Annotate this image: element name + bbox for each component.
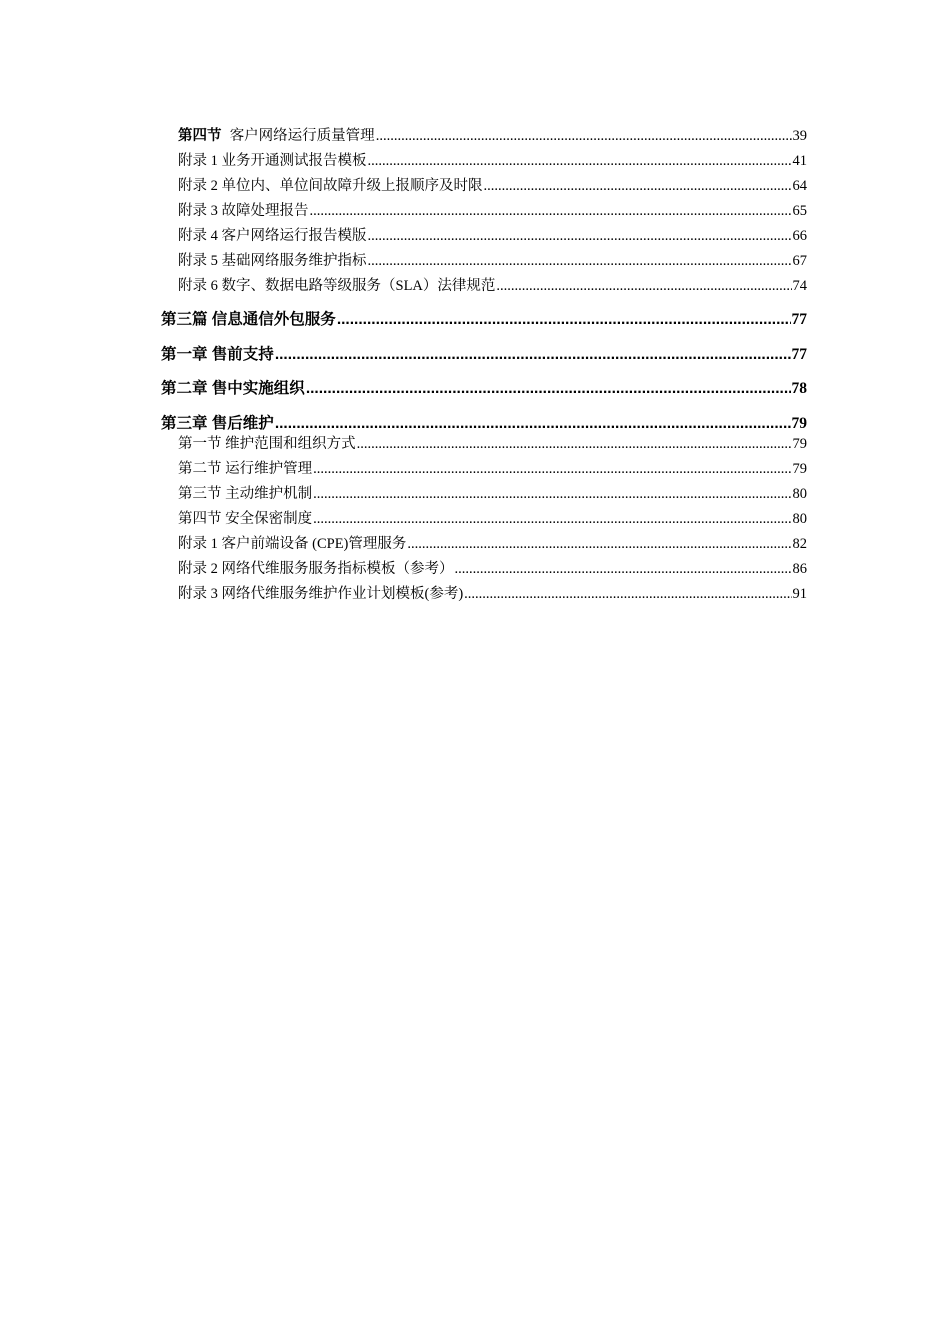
toc-leader-dots xyxy=(306,372,791,407)
toc-entry-page: 66 xyxy=(792,228,807,244)
toc-entry-page: 74 xyxy=(792,278,807,294)
toc-entry-prefix: 第四节 xyxy=(178,128,222,144)
toc-entry[interactable] xyxy=(161,124,807,149)
toc-entry[interactable] xyxy=(161,149,807,174)
toc-entry-page: 79 xyxy=(792,436,807,452)
toc-entry-page: 39 xyxy=(792,128,807,144)
toc-leader-dots xyxy=(313,482,791,507)
toc-entry[interactable] xyxy=(161,582,807,607)
toc-entry-page: 78 xyxy=(791,380,807,397)
toc-entry[interactable] xyxy=(161,482,807,507)
toc-entry[interactable] xyxy=(161,457,807,482)
toc-entry-page: 91 xyxy=(792,586,807,602)
toc-chapter-entry[interactable] xyxy=(161,372,807,407)
toc-entry[interactable] xyxy=(161,507,807,532)
toc-entry-page: 80 xyxy=(792,511,807,527)
toc-entry-page: 64 xyxy=(792,178,807,194)
toc-leader-dots xyxy=(313,507,791,532)
toc-entry-page: 80 xyxy=(792,486,807,502)
toc-leader-dots xyxy=(337,303,791,338)
toc-entry-page: 86 xyxy=(792,561,807,577)
toc-entry-title: 第一节 维护范围和组织方式 xyxy=(178,436,356,452)
toc-leader-dots xyxy=(496,274,791,299)
toc-entry[interactable] xyxy=(161,274,807,299)
toc-entry-title: 附录 2 网络代维服务服务指标模板（参考） xyxy=(178,561,454,577)
toc-entry-page: 77 xyxy=(791,311,807,328)
toc-leader-dots xyxy=(368,224,792,249)
toc-entry-title: 第三篇 信息通信外包服务 xyxy=(161,311,336,328)
toc-entry[interactable] xyxy=(161,432,807,457)
toc-entry-title: 第一章 售前支持 xyxy=(161,345,274,363)
toc-entry-title: 第四节 安全保密制度 xyxy=(178,511,313,527)
toc-entry-title: 第三节 主动维护机制 xyxy=(178,486,313,502)
toc-leader-dots xyxy=(484,174,792,199)
table-of-contents xyxy=(161,124,807,607)
toc-leader-dots xyxy=(376,124,792,149)
toc-entry[interactable] xyxy=(161,532,807,557)
toc-entry-page: 65 xyxy=(792,203,807,219)
toc-entry-page: 79 xyxy=(791,414,807,432)
toc-entry-title: 附录 1 客户前端设备 (CPE)管理服务 xyxy=(178,536,407,552)
toc-entry-title: 第二节 运行维护管理 xyxy=(178,461,313,477)
toc-entry[interactable] xyxy=(161,199,807,224)
toc-leader-dots xyxy=(455,557,792,582)
toc-part-entry[interactable] xyxy=(161,303,807,338)
toc-entry-title: 第三章 售后维护 xyxy=(161,414,274,432)
toc-entry-page: 41 xyxy=(792,153,807,169)
toc-entry-title: 附录 4 客户网络运行报告模版 xyxy=(178,228,367,244)
toc-entry-title: 第二章 售中实施组织 xyxy=(161,380,305,397)
toc-entry-page: 79 xyxy=(792,461,807,477)
toc-entry-page: 67 xyxy=(792,253,807,269)
toc-chapter-entry[interactable] xyxy=(161,338,807,373)
toc-entry-page: 77 xyxy=(791,345,807,363)
toc-entry-title: 附录 3 故障处理报告 xyxy=(178,203,309,219)
toc-leader-dots xyxy=(313,457,791,482)
toc-leader-dots xyxy=(310,199,792,224)
toc-entry-title: 附录 1 业务开通测试报告模板 xyxy=(178,153,367,169)
toc-leader-dots xyxy=(407,532,791,557)
toc-entry-title: 附录 3 网络代维服务维护作业计划模板(参考) xyxy=(178,586,464,602)
toc-leader-dots xyxy=(368,149,792,174)
toc-leader-dots xyxy=(275,338,791,373)
toc-entry-title: 客户网络运行质量管理 xyxy=(229,128,375,144)
toc-entry[interactable] xyxy=(161,174,807,199)
toc-entry-title: 附录 5 基础网络服务维护指标 xyxy=(178,253,367,269)
toc-entry-title: 附录 6 数字、数据电路等级服务（SLA）法律规范 xyxy=(178,278,496,294)
toc-leader-dots xyxy=(368,249,792,274)
toc-leader-dots xyxy=(357,432,792,457)
toc-leader-dots xyxy=(464,582,791,607)
toc-entry-page: 82 xyxy=(792,536,807,552)
toc-entry[interactable] xyxy=(161,249,807,274)
toc-entry[interactable] xyxy=(161,557,807,582)
toc-entry[interactable] xyxy=(161,224,807,249)
toc-entry-title: 附录 2 单位内、单位间故障升级上报顺序及时限 xyxy=(178,178,483,194)
